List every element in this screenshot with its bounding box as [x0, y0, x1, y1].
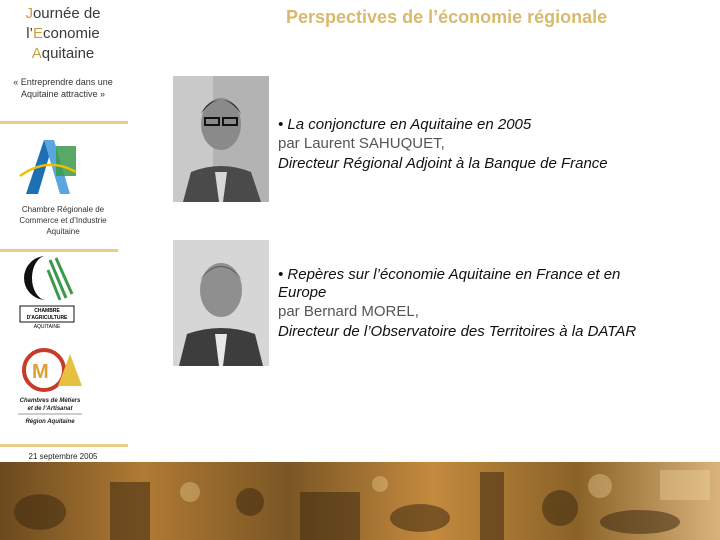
speaker-item-1: [278, 116, 708, 173]
title-line-3: quitaine: [41, 45, 95, 62]
speaker-item-2: [278, 266, 668, 341]
agri-label-2: D'AGRICULTURE: [26, 315, 68, 321]
title-initial-j: J: [25, 5, 33, 22]
title-initial-e: E: [32, 25, 43, 42]
speaker-photo-sahuquet: [173, 76, 269, 202]
title-initial-a: A: [31, 45, 42, 62]
divider: [0, 249, 118, 252]
cma-aquitaine-logo: [10, 348, 90, 428]
event-title: [4, 4, 122, 64]
cma-label-1: Chambres de Métiers: [19, 398, 81, 404]
cci-aquitaine-logo: [18, 136, 78, 196]
speaker-name: Laurent SAHUQUET: [303, 135, 441, 152]
title-line-2: conomie: [42, 25, 100, 42]
footer-photo-banner: [0, 462, 720, 540]
svg-text:M: M: [32, 361, 49, 383]
speaker-byline: [278, 135, 708, 153]
speaker-name: Bernard MOREL: [303, 303, 415, 320]
event-date: 21 septembre 2005: [28, 452, 98, 461]
page-title: Perspectives de l’économie régionale: [286, 7, 608, 27]
title-line-2-prefix: l’: [26, 25, 33, 42]
chambre-agriculture-logo: [18, 254, 76, 330]
byline-prefix: par: [278, 135, 304, 152]
title-line-1: ournée de: [32, 5, 101, 22]
divider: [0, 444, 128, 447]
agri-label-3: AQUITAINE: [33, 324, 61, 330]
speaker-role: Directeur de l’Observatoire des Territoires à la DATAR: [278, 323, 637, 340]
cci-label: Chambre Régionale de Commerce et d’Industrie Aquitaine: [19, 205, 107, 236]
byline-separator: ,: [440, 135, 445, 152]
talk-title: • Repères sur l’économie Aquitaine en France et en Europe: [278, 266, 621, 301]
cma-label-2: et de l’Artisanat: [27, 406, 73, 412]
byline-prefix: par: [278, 303, 304, 320]
speaker-role: Directeur Régional Adjoint à la Banque de France: [278, 155, 608, 172]
agri-label-1: CHAMBRE: [34, 308, 60, 314]
event-tagline: « Entreprendre dans une Aquitaine attractive »: [13, 77, 113, 99]
byline-separator: ,: [414, 303, 419, 320]
speaker-photo-morel: [173, 240, 269, 366]
talk-title: • La conjoncture en Aquitaine en 2005: [278, 116, 532, 133]
cma-label-3: Région Aquitaine: [25, 419, 75, 425]
divider: [0, 121, 128, 124]
speaker-byline: [278, 303, 668, 321]
